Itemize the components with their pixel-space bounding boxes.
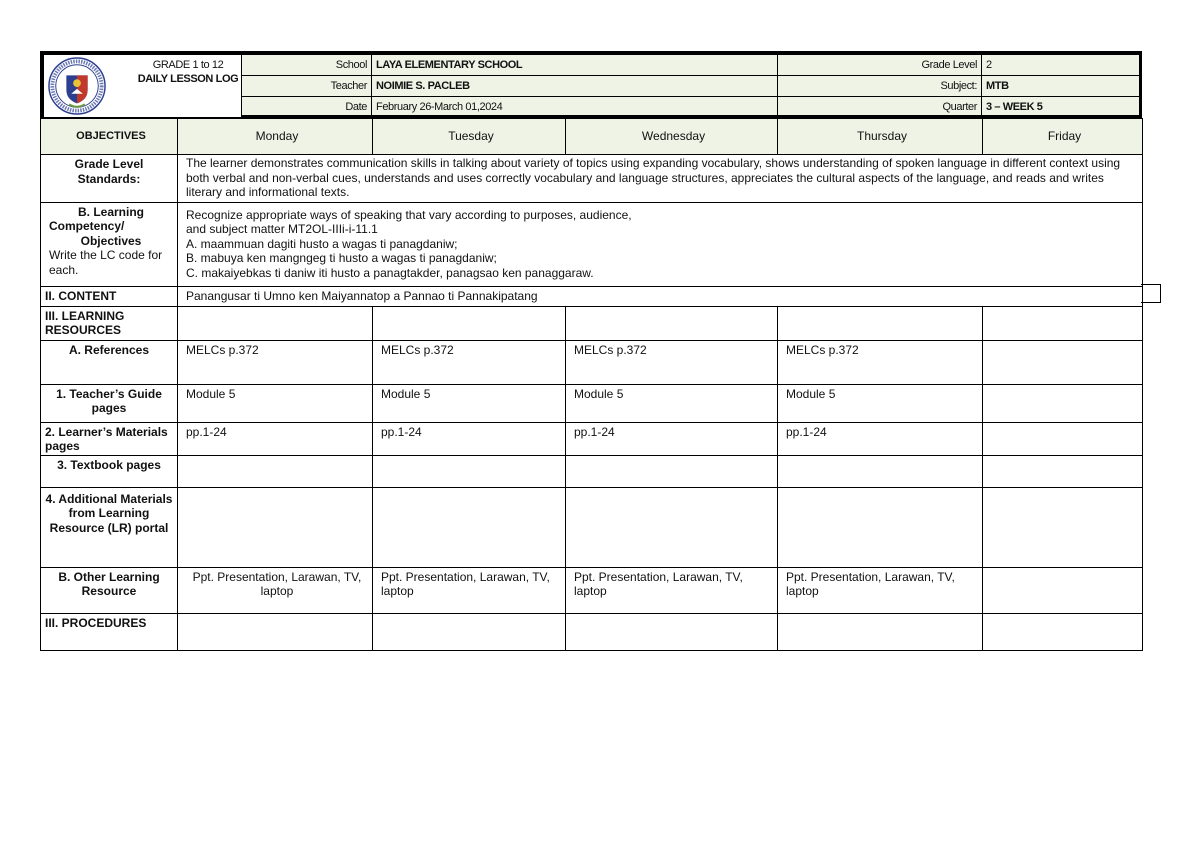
log-title: DAILY LESSON LOG xyxy=(137,73,239,85)
objectives-header: OBJECTIVES xyxy=(41,119,178,155)
teachers-guide-monday: Module 5 xyxy=(178,384,373,422)
learning-competency-label-2: Competency/ xyxy=(49,219,125,233)
grade-level-standards-label: Grade Level Standards: xyxy=(41,155,178,203)
learners-materials-wednesday: pp.1-24 xyxy=(566,422,778,455)
lc-line: C. makaiyebkas ti daniw iti husto a panagtakder, panagsao ken panaggaraw. xyxy=(186,265,594,280)
additional-materials-thursday xyxy=(778,487,983,567)
teacher-label: Teacher xyxy=(242,76,372,97)
grade-level-value: 2 xyxy=(982,55,1140,76)
lc-line: and subject matter MT2OL-IIIi-i-11.1 xyxy=(186,222,378,236)
textbook-thursday xyxy=(778,455,983,487)
other-resources-thursday: Ppt. Presentation, Larawan, TV, laptop xyxy=(778,567,983,613)
teachers-guide-row xyxy=(41,384,1143,422)
other-resources-label: B. Other Learning Resource xyxy=(41,567,178,613)
cell xyxy=(778,613,983,650)
cell xyxy=(566,306,778,340)
learning-competency-label-1: B. Learning xyxy=(77,204,144,219)
references-row xyxy=(41,340,1143,384)
content-row-overflow-border xyxy=(1141,284,1161,303)
textbook-label: 3. Textbook pages xyxy=(41,455,178,487)
teacher-value: NOIMIE S. PACLEB xyxy=(372,76,778,97)
day-header-wednesday: Wednesday xyxy=(566,119,778,155)
day-header-row xyxy=(41,119,1143,155)
day-header-monday: Monday xyxy=(178,119,373,155)
subject-label: Subject: xyxy=(778,76,982,97)
content-text: Panangusar ti Umno ken Maiyannatop a Pannao ti Pannakipatang xyxy=(178,286,1143,306)
teachers-guide-thursday: Module 5 xyxy=(778,384,983,422)
cell xyxy=(373,306,566,340)
grade-level-label: Grade Level xyxy=(778,55,982,76)
textbook-wednesday xyxy=(566,455,778,487)
learning-resources-row xyxy=(41,306,1143,340)
learners-materials-label: 2. Learner’s Materials pages xyxy=(41,422,178,455)
textbook-row xyxy=(41,455,1143,487)
subject-value: MTB xyxy=(982,76,1140,97)
references-monday: MELCs p.372 xyxy=(178,340,373,384)
references-wednesday: MELCs p.372 xyxy=(566,340,778,384)
learning-competency-note: Write the LC code for each. xyxy=(49,248,163,277)
teachers-guide-label: 1. Teacher’s Guide pages xyxy=(41,384,178,422)
other-resources-tuesday: Ppt. Presentation, Larawan, TV, laptop xyxy=(373,567,566,613)
school-value: LAYA ELEMENTARY SCHOOL xyxy=(372,55,778,76)
learners-materials-friday xyxy=(983,422,1143,455)
textbook-friday xyxy=(983,455,1143,487)
lesson-log-table xyxy=(40,118,1143,651)
cell xyxy=(983,306,1143,340)
lc-line: Recognize appropriate ways of speaking that vary according to purposes, audience, xyxy=(186,207,632,222)
log-grade-range: GRADE 1 to 12 xyxy=(152,59,224,71)
header-title-cell xyxy=(44,55,242,118)
lesson-log-header xyxy=(40,51,1142,118)
date-label: Date xyxy=(242,97,372,118)
grade-level-standards-text: The learner demonstrates communication skills in talking about variety of topics using expanding vocabulary, shows understanding of spoken language in different context using both verbal and non-verbal cues, understands and uses correctly vocabulary and language structures, appreciates the cultural aspects of the language, and reads and writes literary and informational texts. xyxy=(178,155,1143,203)
teachers-guide-friday xyxy=(983,384,1143,422)
other-resources-wednesday: Ppt. Presentation, Larawan, TV, laptop xyxy=(566,567,778,613)
lc-line: B. mabuya ken mangngeg ti husto a wagas ti panagdaniw; xyxy=(186,251,497,265)
cell xyxy=(178,306,373,340)
textbook-tuesday xyxy=(373,455,566,487)
learners-materials-thursday: pp.1-24 xyxy=(778,422,983,455)
learning-resources-label: III. LEARNING RESOURCES xyxy=(41,306,178,340)
learners-materials-row xyxy=(41,422,1143,455)
learners-materials-tuesday: pp.1-24 xyxy=(373,422,566,455)
references-tuesday: MELCs p.372 xyxy=(373,340,566,384)
learning-competency-label-cell xyxy=(41,202,178,286)
quarter-value: 3 – WEEK 5 xyxy=(982,97,1140,118)
cell xyxy=(778,306,983,340)
other-resources-monday: Ppt. Presentation, Larawan, TV, laptop xyxy=(178,567,373,613)
learning-competency-row xyxy=(41,202,1143,286)
additional-materials-wednesday xyxy=(566,487,778,567)
date-value: February 26-March 01,2024 xyxy=(372,97,778,118)
procedures-row xyxy=(41,613,1143,650)
additional-materials-monday xyxy=(178,487,373,567)
additional-materials-friday xyxy=(983,487,1143,567)
cell xyxy=(983,613,1143,650)
procedures-label: III. PROCEDURES xyxy=(41,613,178,650)
school-label: School xyxy=(242,55,372,76)
references-friday xyxy=(983,340,1143,384)
teachers-guide-wednesday: Module 5 xyxy=(566,384,778,422)
additional-materials-label: 4. Additional Materials from Learning Resource (LR) portal xyxy=(41,487,178,567)
quarter-label: Quarter xyxy=(778,97,982,118)
textbook-monday xyxy=(178,455,373,487)
other-resources-row xyxy=(41,567,1143,613)
other-resources-friday xyxy=(983,567,1143,613)
content-label: II. CONTENT xyxy=(41,286,178,306)
deped-seal-icon xyxy=(48,57,106,115)
additional-materials-row xyxy=(41,487,1143,567)
day-header-tuesday: Tuesday xyxy=(373,119,566,155)
cell xyxy=(178,613,373,650)
grade-level-standards-row xyxy=(41,155,1143,203)
cell xyxy=(373,613,566,650)
day-header-friday: Friday xyxy=(983,119,1143,155)
day-header-thursday: Thursday xyxy=(778,119,983,155)
content-row xyxy=(41,286,1143,306)
teachers-guide-tuesday: Module 5 xyxy=(373,384,566,422)
additional-materials-tuesday xyxy=(373,487,566,567)
learners-materials-monday: pp.1-24 xyxy=(178,422,373,455)
lc-line: A. maammuan dagiti husto a wagas ti panagdaniw; xyxy=(186,236,458,251)
learning-competency-label-3: Objectives xyxy=(80,233,142,248)
references-thursday: MELCs p.372 xyxy=(778,340,983,384)
learning-competency-text xyxy=(178,202,1143,286)
cell xyxy=(566,613,778,650)
references-label: A. References xyxy=(41,340,178,384)
